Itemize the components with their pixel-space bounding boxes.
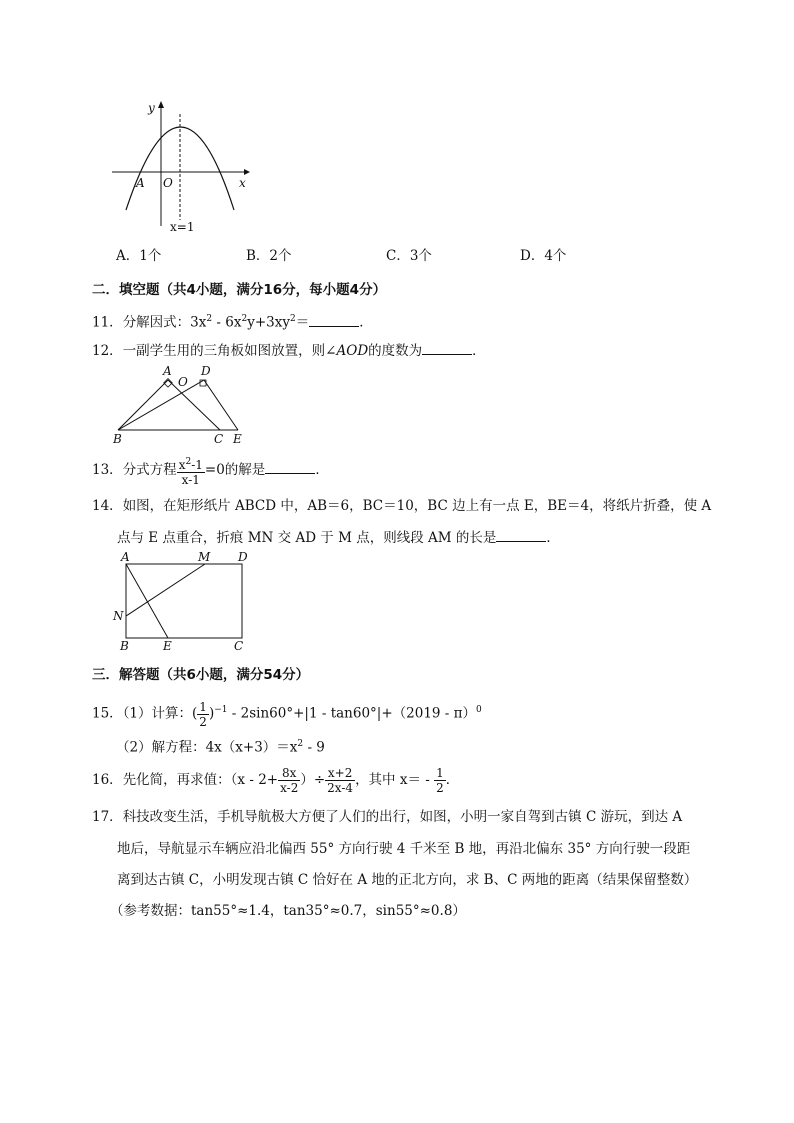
q16-text: ）÷	[300, 772, 326, 788]
option-a: A．1个	[116, 248, 162, 264]
option-b: B．2个	[246, 248, 292, 264]
label-a: A	[121, 550, 130, 564]
q15-num: 15．	[92, 705, 123, 722]
triangle-figure	[110, 364, 250, 446]
q13-numer: -1	[191, 457, 203, 472]
answer-blank[interactable]	[265, 459, 315, 474]
q12-period: ．	[472, 343, 486, 359]
o-label: O	[163, 176, 173, 190]
q11-text: ＝	[295, 314, 310, 331]
q15-text: （2）解方程：4x（x+3）＝x	[116, 739, 298, 756]
q16-denom: 2	[436, 781, 444, 795]
answer-blank[interactable]	[422, 340, 472, 355]
q16-numer: 8x	[278, 766, 300, 781]
question-16	[92, 762, 459, 798]
q15-text: - 2sin60°+|1 - tan60°|+（2019 - π）	[227, 705, 477, 722]
q15-exp: 0	[476, 705, 482, 715]
q13-text: 分式方程	[122, 462, 177, 478]
label-d: D	[201, 364, 211, 378]
q12-num: 12．	[92, 343, 123, 359]
q16-period: ．	[445, 772, 460, 788]
q12-text: 一副学生用的三角板如图放置，则∠	[122, 343, 337, 359]
q13-numer: x	[178, 457, 186, 472]
question-13	[92, 452, 329, 488]
option-c: C．3个	[386, 248, 432, 264]
q14-text: 如图，在矩形纸片 ABCD 中，AB＝6，BC＝10，BC 边上有一点 E，BE＝4，将纸片折叠，使 A	[122, 498, 712, 514]
label-o: O	[178, 375, 188, 389]
q11-period: ．	[359, 314, 373, 331]
rectangle-figure	[110, 550, 255, 654]
q15-exp: −1	[214, 705, 228, 715]
answer-blank[interactable]	[309, 312, 359, 327]
x-label: x	[239, 176, 246, 190]
q14-text: 点与 E 点重合，折痕 MN 交 AD 于 M 点，则线段 AM 的长是	[117, 530, 497, 546]
q13-denom: x-1	[181, 472, 200, 487]
q13-period: ．	[315, 462, 329, 478]
q16-num: 16．	[92, 772, 123, 788]
q16-denom: 2x-4	[327, 781, 354, 795]
q13-text: =0的解是	[204, 462, 266, 478]
label-d: D	[238, 550, 248, 564]
q16-text: 先化简，再求值：（x - 2+	[122, 772, 279, 788]
label-n: N	[113, 609, 124, 623]
q15-text: )	[208, 705, 215, 722]
q17-num: 17．	[92, 809, 123, 825]
q17-text: 科技改变生活，手机导航极大方便了人们的出行，如图，小明一家自驾到古镇 C 游玩，到达 A	[122, 809, 683, 825]
q15-text: （1）计算：(	[122, 705, 198, 722]
q15-text: - 9	[303, 739, 325, 756]
q11-text: - 6x	[212, 314, 242, 331]
q16-numer: x+2	[325, 766, 355, 781]
label-c: C	[214, 432, 224, 446]
label-b: B	[113, 432, 122, 446]
q15-fraction	[197, 700, 209, 729]
q11-sup: 2	[241, 314, 248, 324]
q11-sup: 2	[206, 314, 213, 324]
q14-num: 14．	[92, 498, 123, 514]
q16-denom: x-2	[280, 781, 299, 795]
q16-numer: 1	[436, 766, 444, 780]
section-2-title: 二．填空题（共4小题，满分16分，每小题4分）	[92, 282, 387, 298]
label-e: E	[233, 432, 242, 446]
question-17-line2: 地后，导航显示车辆应沿北偏西 55° 方向行驶 4 千米至 B 地，再沿北偏东 35° 方向行驶一段距	[117, 841, 691, 857]
label-b: B	[120, 639, 129, 653]
q12-angle: AOD	[336, 343, 369, 359]
question-11	[92, 309, 373, 333]
axis-label: x=1	[170, 220, 195, 234]
q16-text: ，其中 x＝ -	[355, 772, 435, 788]
question-14-line1	[92, 496, 711, 516]
question-17-line4: （参考数据：tan55°≈1.4，tan35°≈0.7，sin55°≈0.8）	[110, 903, 466, 919]
question-14-line2	[117, 527, 560, 548]
question-15-part2	[116, 734, 325, 758]
q14-period: ．	[546, 530, 560, 546]
label-m: M	[198, 550, 211, 564]
a-label: A	[136, 176, 145, 190]
q16-fraction-2	[325, 766, 355, 795]
q15-numer: 1	[199, 699, 207, 714]
y-label: y	[148, 101, 155, 115]
q11-text: 分解因式：3x	[122, 314, 207, 331]
question-12	[92, 340, 486, 361]
q11-num: 11．	[92, 314, 123, 331]
q16-fraction-3	[434, 766, 446, 795]
question-15-part1	[92, 692, 482, 732]
q15-exp: 2	[297, 739, 304, 749]
label-a: A	[163, 364, 172, 378]
q11-sup: 2	[290, 314, 296, 324]
q12-text: 的度数为	[368, 343, 423, 359]
question-17-line3: 离到达古镇 C，小明发现古镇 C 恰好在 A 地的正北方向，求 B、C 两地的距离（结果保留整数）	[117, 872, 698, 888]
q16-fraction-1	[278, 766, 300, 795]
label-c: C	[234, 639, 244, 653]
parabola-figure	[110, 98, 250, 238]
q11-text: y+3xy	[247, 314, 290, 331]
q15-denom: 2	[199, 714, 207, 729]
label-e: E	[163, 639, 172, 653]
question-17-line1	[92, 807, 682, 827]
answer-blank[interactable]	[496, 527, 546, 542]
q13-fraction: $\frac{x^2-1}{x-1}$	[178, 456, 203, 487]
q13-num: 13．	[92, 462, 123, 478]
section-3-title: 三．解答题（共6小题，满分54分）	[92, 667, 310, 683]
option-d: D．4个	[520, 248, 567, 264]
